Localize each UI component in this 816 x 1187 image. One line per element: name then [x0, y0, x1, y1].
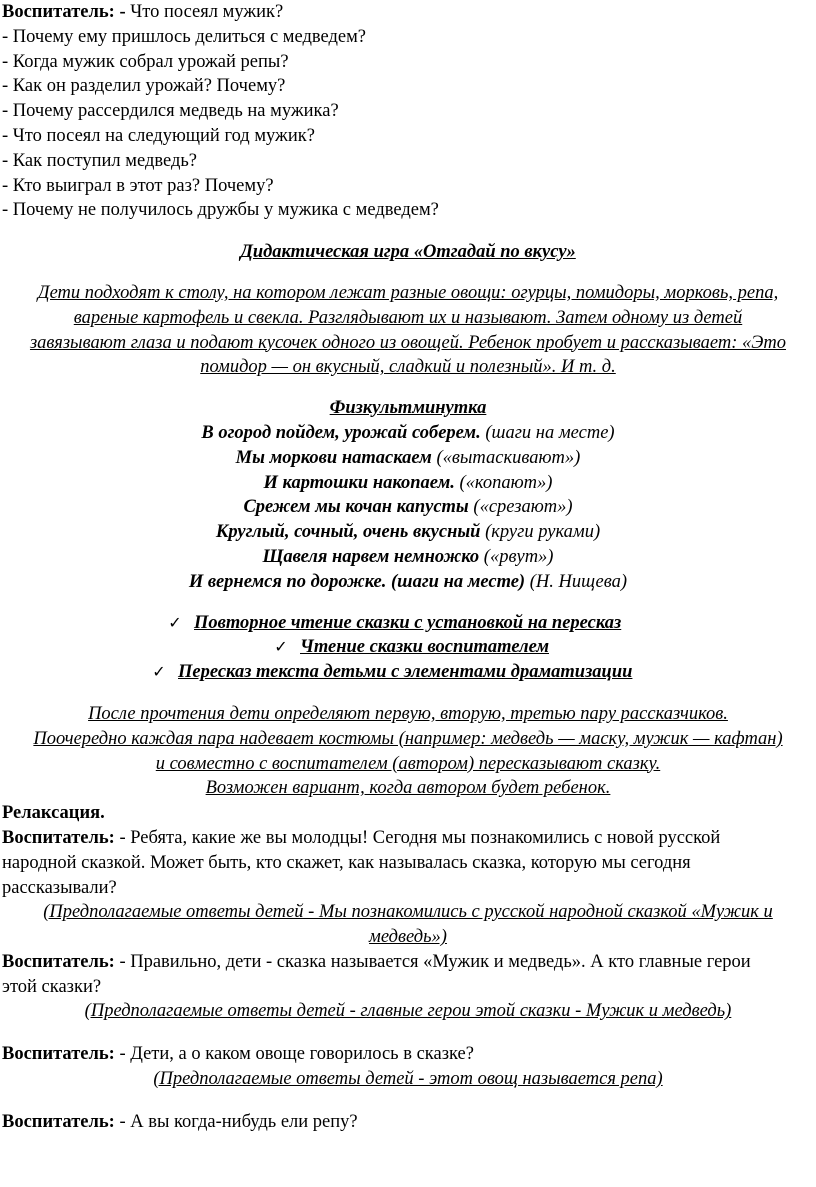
poem-note: («срезают»): [468, 497, 573, 518]
game-line: Дети подходят к столу, на котором лежат разные овощи: огурцы, помидоры, морковь, репа,: [37, 282, 779, 303]
dialogue-line: [2, 826, 814, 851]
checkmark-icon: ✓: [152, 662, 166, 682]
dialogue-block-1: [2, 826, 814, 950]
dialogue-line: [2, 1042, 814, 1067]
checklist-item: [2, 635, 814, 660]
speaker-label: Воспитатель:: [2, 1111, 115, 1132]
poem-line: [2, 570, 814, 595]
poem-bold: Круглый, сочный, очень вкусный: [215, 522, 481, 543]
poem-bold: В огород пойдем, урожай соберем.: [201, 422, 481, 443]
dialogue-text: - Ребята, какие же вы молодцы! Сегодня мы познакомились с новой русской: [114, 827, 721, 848]
dialogue-block-3: [2, 1042, 814, 1092]
speaker-label: Воспитатель:: [2, 1044, 115, 1065]
fizminutka-title: Физкультминутка: [329, 398, 487, 419]
checklist: [2, 611, 814, 685]
retelling-description: [2, 702, 814, 801]
retelling-line: После прочтения дети определяют первую, вторую, третью пару рассказчиков.: [88, 703, 728, 724]
dialogue-block-4: [2, 1110, 814, 1135]
poem-note: (Н. Нищева): [525, 571, 628, 592]
question-line: - Что посеял на следующий год мужик?: [2, 125, 315, 146]
checklist-label: Повторное чтение сказки с установкой на пересказ: [194, 612, 622, 633]
question-line: - Как он разделил урожай? Почему?: [2, 76, 286, 97]
dialogue-block-2: [2, 950, 814, 1024]
speaker-label: Воспитатель:: [2, 827, 115, 848]
game-line: вареные картофель и свекла. Разглядывают их и называют. Затем одному из детей: [73, 307, 743, 328]
expected-answer: (Предполагаемые ответы детей - главные герои этой сказки - Мужик и медведь): [84, 1001, 732, 1022]
dialogue-line: народной сказкой. Может быть, кто скажет, как называлась сказка, которую мы сегодня: [2, 852, 691, 873]
dialogue-text: - А вы когда-нибудь ели репу?: [114, 1111, 358, 1132]
question-line: - Почему рассердился медведь на мужика?: [2, 101, 339, 122]
game-title: Дидактическая игра «Отгадай по вкусу»: [240, 242, 576, 263]
poem-line: [2, 495, 814, 520]
checkmark-icon: ✓: [274, 637, 288, 657]
checklist-item: [2, 611, 814, 636]
expected-answer: (Предполагаемые ответы детей - этот овощ называется репа): [153, 1069, 663, 1090]
dialogue-line: [2, 1110, 814, 1135]
retelling-line: Возможен вариант, когда автором будет ребенок.: [205, 778, 611, 799]
poem-note: («вытаскивают»): [431, 447, 581, 468]
question-line: - Почему не получилось дружбы у мужика с медведем?: [2, 200, 439, 221]
question-line: [2, 0, 814, 25]
poem-bold: И вернемся по дорожке. (шаги на месте): [188, 571, 526, 592]
question-line: - Как поступил медведь?: [2, 150, 198, 171]
expected-answer: медведь»): [369, 927, 447, 948]
poem-note: («рвут»): [479, 546, 554, 567]
checklist-item: [2, 660, 814, 685]
dialogue-text: - Правильно, дети - сказка называется «Мужик и медведь». А кто главные герои: [114, 951, 751, 972]
checkmark-icon: ✓: [168, 612, 182, 632]
game-line: завязывают глаза и подают кусочек одного из овощей. Ребенок пробует и рассказывает: «Это: [29, 332, 787, 353]
poem-line: [2, 471, 814, 496]
poem-bold: Срежем мы кочан капусты: [243, 497, 469, 518]
poem-note: (шаги на месте): [480, 422, 615, 443]
checklist-label: Пересказ текста детьми с элементами драматизации: [178, 662, 633, 683]
expected-answer: (Предполагаемые ответы детей - Мы познакомились с русской народной сказкой «Мужик и: [43, 902, 773, 923]
retelling-line: и совместно с воспитателем (автором) пересказывают сказку.: [155, 753, 661, 774]
poem-line: [2, 520, 814, 545]
poem-line: [2, 545, 814, 570]
speaker-label: Воспитатель:: [2, 951, 115, 972]
poem-note: («копают»): [454, 472, 553, 493]
poem-line: [2, 421, 814, 446]
dialogue-line: этой сказки?: [2, 976, 102, 997]
question-line: - Почему ему пришлось делиться с медведем?: [2, 26, 367, 47]
poem-bold: Щавеля нарвем немножко: [262, 546, 480, 567]
relaxation-heading: Релаксация.: [2, 803, 105, 824]
poem-note: (круги руками): [480, 522, 601, 543]
question-line: - Кто выиграл в этот раз? Почему?: [2, 175, 274, 196]
checklist-label: Чтение сказки воспитателем: [300, 637, 549, 658]
dialogue-line: [2, 950, 814, 975]
poem-bold: Мы моркови натаскаем: [235, 447, 432, 468]
game-line: помидор — он вкусный, сладкий и полезный». И т. д.: [200, 357, 616, 378]
fizminutka-poem: [2, 421, 814, 595]
question-text: Что посеял мужик?: [125, 2, 284, 22]
game-description: [2, 281, 814, 380]
questions-block: [2, 0, 814, 223]
poem-line: [2, 446, 814, 471]
speaker-label: Воспитатель: -: [2, 2, 126, 22]
retelling-line: Поочередно каждая пара надевает костюмы (например: медведь — маску, мужик — кафтан): [33, 728, 783, 749]
question-line: - Когда мужик собрал урожай репы?: [2, 51, 289, 72]
dialogue-line: рассказывали?: [2, 877, 117, 898]
dialogue-text: - Дети, а о каком овоще говорилось в сказке?: [114, 1044, 474, 1065]
poem-bold: И картошки накопаем.: [263, 472, 455, 493]
